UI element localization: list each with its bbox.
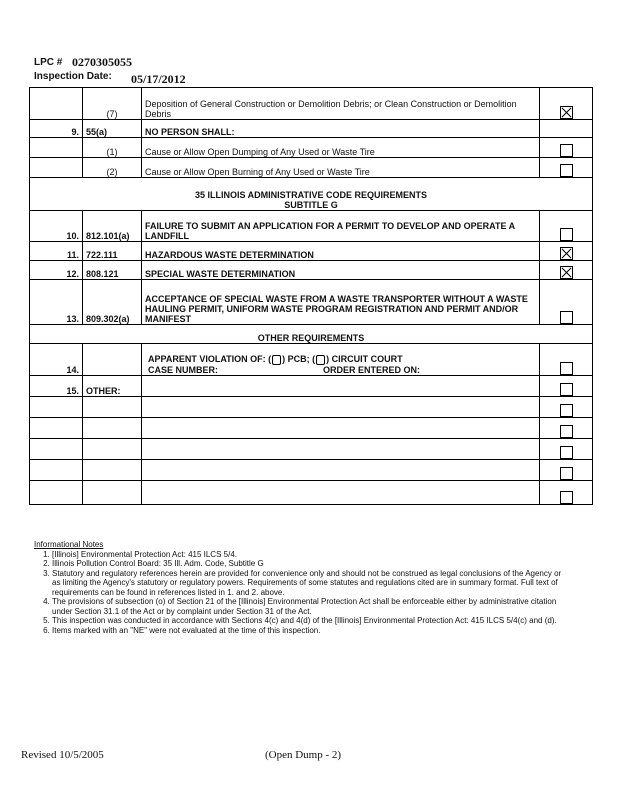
item-number: 14. — [30, 344, 83, 376]
checkbox-r10[interactable] — [560, 228, 573, 241]
section-header-row — [30, 178, 593, 211]
note-item: 1. [Illinois] Environmental Protection Act: 415 ILCS 5/4. — [52, 550, 564, 560]
checkbox-r14[interactable] — [560, 362, 573, 375]
description-cell: Cause or Allow Open Burning of Any Used or Waste Tire — [142, 158, 540, 178]
table-row — [30, 460, 593, 481]
section-title: OTHER REQUIREMENTS — [30, 325, 593, 344]
note-item: 5. This inspection was conducted in accordance with Sections 4(c) and 4(d) of the [Illinois] Environmental Protection Act: 415 ILCS 5/4(c) and (d). — [52, 616, 564, 626]
table-row — [30, 120, 593, 138]
table-row — [30, 397, 593, 418]
table-row — [30, 418, 593, 439]
note-item: 3. Statutory and regulatory references herein are provided for convenience only and should not be construed as legal conclusions of the Agency or as limiting the Agency's statutory or regulatory powers. Requirements of some statutes and regulations cited are in summary format. Full text of requirements can be found in references listed in 1. and 2. above. — [52, 569, 564, 598]
section-cell: (1) — [83, 138, 142, 158]
item-number: 13. — [30, 280, 83, 325]
lpc-label: LPC # — [34, 57, 63, 68]
requirements-table — [29, 87, 593, 505]
section-cell: 809.302(a) — [83, 280, 142, 325]
table-row — [30, 88, 593, 120]
checkbox-other-5[interactable] — [560, 491, 573, 504]
checkbox-other-2[interactable] — [560, 425, 573, 438]
checkbox-other-3[interactable] — [560, 446, 573, 459]
pcb-label: PCB; — [287, 354, 310, 365]
section-cell: (2) — [83, 158, 142, 178]
note-item: 4. The provisions of subsection (o) of Section 21 of the [Illinois] Environmental Protection Act shall be enforceable either by administrative citation under Section 31.1 of the Act or by complaint under Section 31 of the Act. — [52, 597, 564, 616]
checkbox-r12[interactable] — [560, 266, 573, 279]
checkbox-r13[interactable] — [560, 311, 573, 324]
note-item: 6. Items marked with an "NE" were not evaluated at the time of this inspection. — [52, 626, 564, 636]
description-cell: HAZARDOUS WASTE DETERMINATION — [142, 242, 540, 261]
table-row — [30, 439, 593, 460]
description-cell: FAILURE TO SUBMIT AN APPLICATION FOR A PERMIT TO DEVELOP AND OPERATE A LANDFILL — [142, 211, 540, 242]
section-cell: 55(a) — [83, 120, 142, 138]
table-row — [30, 280, 593, 325]
notes-title: Informational Notes — [34, 540, 104, 549]
section-title: 35 ILLINOIS ADMINISTRATIVE CODE REQUIREMENTS — [194, 190, 428, 200]
checkbox-r11[interactable] — [560, 247, 573, 260]
informational-notes — [34, 540, 564, 635]
table-row — [30, 344, 593, 376]
note-item: 2. Illinois Pollution Control Board: 35 Ill. Adm. Code, Subtitle G — [52, 559, 564, 569]
checkbox-other-1[interactable] — [560, 404, 573, 417]
checkbox-r9-1[interactable] — [560, 144, 573, 157]
circuit-court-label: CIRCUIT COURT — [331, 354, 403, 365]
table-row — [30, 211, 593, 242]
section-cell: OTHER: — [83, 376, 142, 397]
section-cell: (7) — [83, 88, 142, 120]
table-row — [30, 376, 593, 397]
page-label: (Open Dump - 2) — [265, 749, 342, 761]
item-number: 9. — [30, 120, 83, 138]
section-subtitle: SUBTITLE G — [284, 200, 338, 210]
section-cell: 812.101(a) — [83, 211, 142, 242]
table-row — [30, 261, 593, 280]
table-row — [30, 242, 593, 261]
item-number: 12. — [30, 261, 83, 280]
order-entered-label: ORDER ENTERED ON: — [323, 365, 421, 375]
section-cell: 722.111 — [83, 242, 142, 261]
description-cell: Deposition of General Construction or Demolition Debris; or Clean Construction or Demolition Debris — [142, 88, 540, 120]
case-number-label: CASE NUMBER: — [148, 365, 219, 375]
description-cell: APPARENT VIOLATION OF: ( ) PCB; ( ) CIRCUIT COURT CASE NUMBER: ORDER ENTERED ON: — [142, 344, 540, 376]
description-cell: NO PERSON SHALL: — [142, 120, 540, 138]
circuit-court-checkbox[interactable] — [316, 355, 325, 365]
checkbox-other-4[interactable] — [560, 467, 573, 480]
inspection-date: 05/17/2012 — [131, 72, 186, 86]
apparent-violation-label: APPARENT VIOLATION OF: — [148, 354, 266, 365]
section-cell: 808.121 — [83, 261, 142, 280]
description-cell: Cause or Allow Open Dumping of Any Used or Waste Tire — [142, 138, 540, 158]
checkbox-r15[interactable] — [560, 383, 573, 396]
table-row — [30, 158, 593, 178]
item-number: 15. — [30, 376, 83, 397]
table-row — [30, 481, 593, 505]
inspection-date-label: Inspection Date: — [34, 71, 112, 82]
pcb-checkbox[interactable] — [272, 355, 281, 365]
table-row — [30, 138, 593, 158]
checkbox-r9-2[interactable] — [560, 164, 573, 177]
section-header-row — [30, 325, 593, 344]
revision-date: Revised 10/5/2005 — [21, 749, 104, 761]
description-cell: ACCEPTANCE OF SPECIAL WASTE FROM A WASTE TRANSPORTER WITHOUT A WASTE HAULING PERMIT, UNIFORM WASTE PROGRAM REGISTRATION AND PERMIT AND/OR MANIFEST — [142, 280, 540, 325]
item-number: 10. — [30, 211, 83, 242]
lpc-number: 0270305055 — [72, 55, 132, 69]
description-cell: SPECIAL WASTE DETERMINATION — [142, 261, 540, 280]
checkbox-r7[interactable] — [560, 106, 573, 119]
item-number: 11. — [30, 242, 83, 261]
